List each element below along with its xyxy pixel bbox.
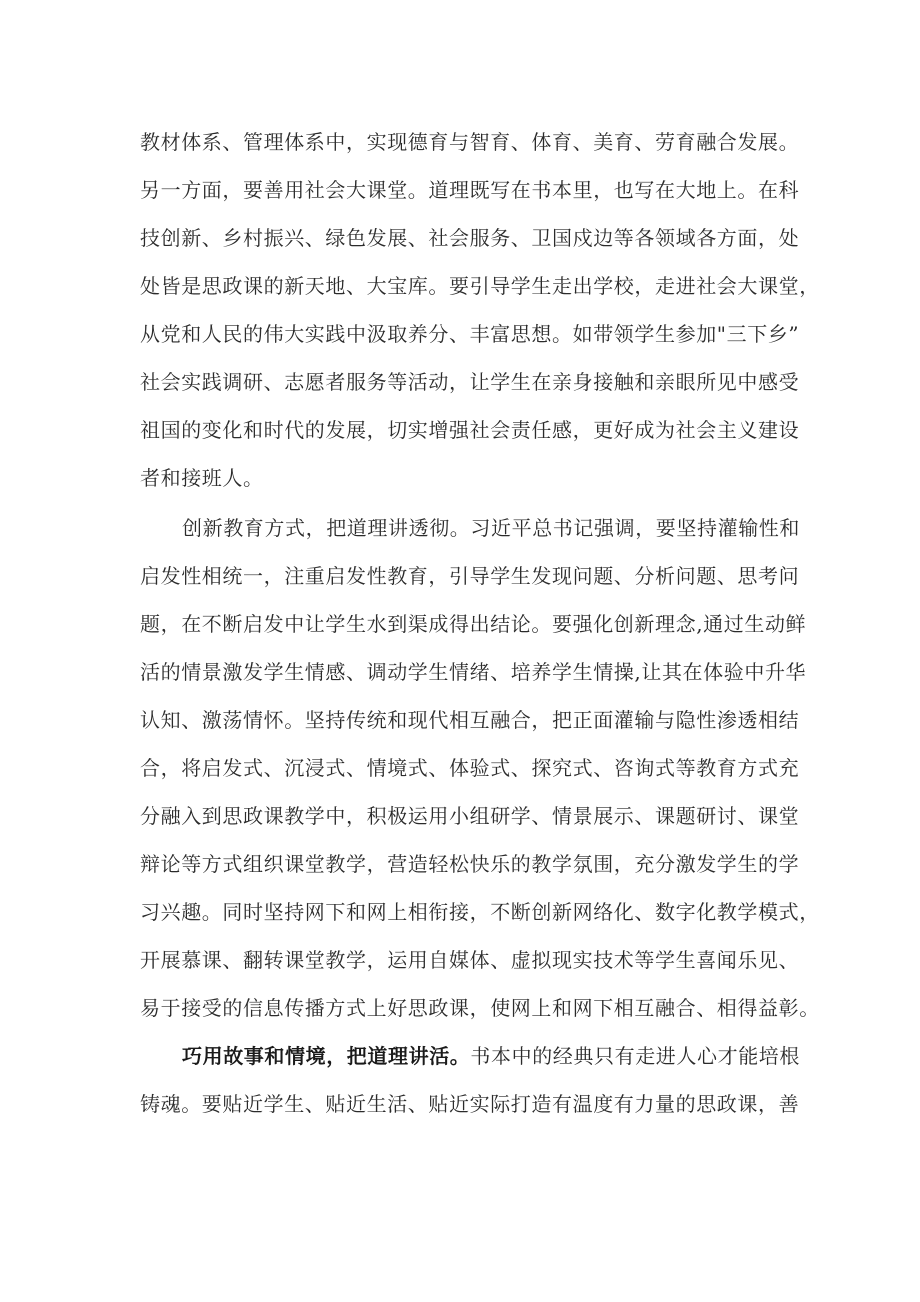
text-line: 祖国的变化和时代的发展，切实增强社会责任感，更好成为社会主义建设 bbox=[140, 418, 800, 442]
text-line: 分融入到思政课教学中，积极运用小组研学、情景展示、课题研讨、课堂 bbox=[140, 804, 800, 828]
paragraph-first-line bbox=[140, 504, 800, 552]
paragraph-heading: 创新教育方式，把道理讲透彻。 bbox=[182, 516, 471, 540]
text-span: 习近平总书记强调，要坚持灌输性和 bbox=[470, 516, 801, 540]
text-line: 认知、激荡情怀。坚持传统和现代相互融合，把正面灌输与隐性渗透相结 bbox=[140, 708, 800, 732]
paragraph-1 bbox=[140, 118, 820, 502]
text-line: 合，将启发式、沉浸式、情境式、体验式、探究式、咨询式等教育方式充 bbox=[140, 756, 800, 780]
text-line: 辩论等方式组织课堂教学，营造轻松快乐的教学氛围，充分激发学生的学 bbox=[140, 852, 800, 876]
text-line: 者和接班人。 bbox=[140, 466, 264, 490]
text-line: 从党和人民的伟大实践中汲取养分、丰富思想。如带领学生参加"三下乡” bbox=[140, 322, 800, 346]
paragraph-first-line bbox=[140, 1032, 800, 1080]
paragraph-2 bbox=[140, 504, 820, 1032]
text-line: 技创新、乡村振兴、绿色发展、社会服务、卫国戍边等各领域各方面，处 bbox=[140, 226, 800, 250]
text-line: 活的情景激发学生情感、调动学生情绪、培养学生情操,让其在体验中升华 bbox=[140, 660, 807, 684]
paragraph-3 bbox=[140, 1032, 800, 1128]
text-line: 教材体系、管理体系中，实现德育与智育、体育、美育、劳育融合发展。 bbox=[140, 130, 800, 154]
paragraph-heading: 巧用故事和情境，把道理讲活。 bbox=[182, 1044, 471, 1068]
text-line: 题，在不断启发中让学生水到渠成得出结论。要强化创新理念,通过生动鲜 bbox=[140, 612, 807, 636]
text-line: 启发性相统一，注重启发性教育，引导学生发现问题、分析问题、思考问 bbox=[140, 564, 800, 588]
document-body bbox=[140, 118, 820, 1128]
text-line: 社会实践调研、志愿者服务等活动，让学生在亲身接触和亲眼所见中感受 bbox=[140, 370, 800, 394]
text-span: 书本中的经典只有走进人心才能培根 bbox=[470, 1044, 801, 1068]
text-line: 铸魂。要贴近学生、贴近生活、贴近实际打造有温度有力量的思政课，善 bbox=[140, 1092, 800, 1116]
text-line: 开展慕课、翻转课堂教学，运用自媒体、虚拟现实技术等学生喜闻乐见、 bbox=[140, 948, 800, 972]
text-line: 易于接受的信息传播方式上好思政课，使网上和网下相互融合、相得益彰。 bbox=[140, 996, 820, 1020]
text-line: 处皆是思政课的新天地、大宝库。要引导学生走出学校，走进社会大课堂， bbox=[140, 274, 820, 298]
text-line: 另一方面，要善用社会大课堂。道理既写在书本里，也写在大地上。在科 bbox=[140, 178, 800, 202]
text-line: 习兴趣。同时坚持网下和网上相衔接，不断创新网络化、数字化教学模式， bbox=[140, 900, 820, 924]
